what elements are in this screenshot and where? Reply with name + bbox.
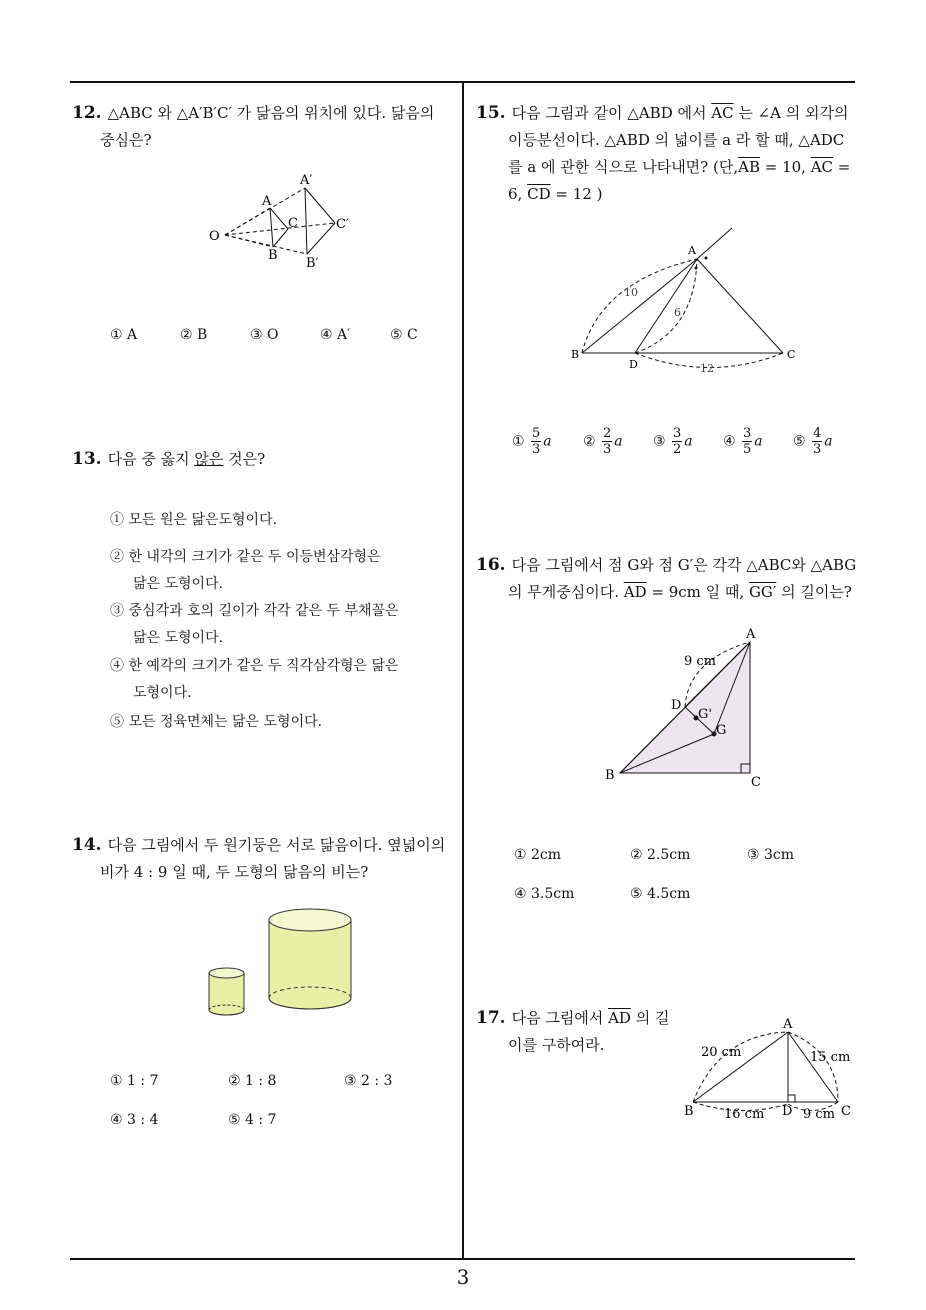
- segment-CD: $\overline{CD}$: [527, 185, 551, 203]
- choice-4[interactable]: ④ 3 : 4: [110, 1112, 159, 1128]
- segment-GG-prime: GG′: [748, 583, 777, 601]
- question-text-line2: 이등분선이다. △ABD 의 넓이를 a 라 할 때, △ADC: [508, 131, 845, 149]
- label-16cm: 16 cm: [724, 1107, 765, 1122]
- option-5[interactable]: ⑤ 모든 정육면체는 닮은 도형이다.: [110, 714, 323, 730]
- label-C-prime: C′: [336, 217, 349, 232]
- choice-5[interactable]: ⑤ C: [390, 327, 418, 343]
- choice-2[interactable]: ② 2.5cm: [630, 847, 691, 863]
- label-C: C: [288, 216, 298, 231]
- choice-1[interactable]: ① A: [110, 327, 138, 343]
- segment-AC-2: $\overline{AC}$: [810, 158, 834, 176]
- choice-1[interactable]: ① $\frac{5}{3}$ a: [512, 426, 552, 457]
- question-text-mid: = 9cm 일 때,: [646, 583, 749, 601]
- question-text: 다음 그림에서 점 G와 점 G′은 각각 △ABC와 △ABG: [511, 556, 857, 574]
- label-6: 6: [674, 306, 681, 319]
- question-14: [72, 832, 457, 886]
- label-20cm: 20 cm: [701, 1045, 742, 1060]
- choice-4[interactable]: ④ 3.5cm: [514, 886, 575, 902]
- segment-AD: $\overline{AD}$: [623, 583, 647, 601]
- q14-figure: [200, 900, 360, 1025]
- question-text-cont: 비가 4 : 9 일 때, 두 도형의 닮음의 비는?: [100, 863, 369, 881]
- choice-5[interactable]: ⑤ 4.5cm: [630, 886, 691, 902]
- q16-figure: [600, 622, 770, 792]
- label-D: D: [782, 1104, 793, 1119]
- question-text: 다음 그림과 같이 △ABD 에서: [511, 104, 712, 122]
- label-C: C: [841, 1104, 851, 1119]
- question-number: 17.: [476, 1008, 506, 1028]
- choice-3[interactable]: ③ $\frac{3}{2}$ a: [653, 426, 693, 457]
- label-D: D: [629, 358, 638, 371]
- question-text-b: 의 길: [630, 1009, 670, 1027]
- question-text-cont: 중심은?: [100, 131, 152, 149]
- label-B: B: [268, 248, 278, 263]
- ac-value: =: [833, 158, 851, 176]
- column-divider: [462, 82, 464, 1260]
- choice-4[interactable]: ④ $\frac{3}{5}$ a: [723, 426, 763, 457]
- question-text-line2: 이를 구하여라.: [508, 1036, 605, 1054]
- question-12: [72, 100, 457, 154]
- label-A-prime: A′: [300, 173, 313, 188]
- question-text-end: 것은?: [223, 450, 266, 468]
- label-A: A: [262, 194, 272, 209]
- q12-figure: [200, 168, 360, 273]
- q17-figure: [680, 1012, 860, 1127]
- label-B: B: [571, 348, 580, 361]
- question-text-end: 의 길이는?: [776, 583, 852, 601]
- question-text: 다음 중 옳지: [107, 450, 195, 468]
- label-D: D: [671, 698, 682, 713]
- question-text-line2: 의 무게중심이다.: [508, 583, 624, 601]
- choice-1[interactable]: ① 2cm: [514, 847, 562, 863]
- question-13: [72, 446, 457, 473]
- q15-figure: [560, 222, 796, 377]
- label-G-prime: G': [698, 707, 712, 722]
- label-A: A: [688, 244, 696, 257]
- question-text: △ABC 와 △A′B′C′ 가 닮음의 위치에 있다. 닮음의: [107, 104, 435, 122]
- choice-3[interactable]: ③ 3cm: [747, 847, 795, 863]
- question-text-line3: 를 a 에 관한 식으로 나타내면? (단,: [508, 158, 739, 176]
- option-3-cont: 닮은 도형이다.: [133, 630, 224, 646]
- choice-5[interactable]: ⑤ $\frac{4}{3}$ a: [793, 426, 833, 457]
- question-16: [476, 552, 861, 606]
- choice-2[interactable]: ② B: [180, 327, 208, 343]
- ab-value: = 10,: [759, 158, 811, 176]
- option-4[interactable]: ④ 한 예각의 크기가 같은 두 직각삼각형은 닮은: [110, 658, 399, 674]
- question-number: 16.: [476, 555, 506, 575]
- label-O: O: [209, 229, 220, 244]
- label-A: A: [783, 1017, 793, 1032]
- question-text: 다음 그림에서 두 원기둥은 서로 닮음이다. 옆넓이의: [107, 836, 446, 854]
- label-C: C: [787, 348, 796, 361]
- label-12: 12: [700, 362, 714, 375]
- label-B: B: [684, 1104, 694, 1119]
- question-text: 다음 그림에서: [511, 1009, 609, 1027]
- page-number: 3: [456, 1265, 470, 1289]
- label-15cm: 15 cm: [810, 1050, 851, 1065]
- choice-2[interactable]: ② 1 : 8: [228, 1073, 277, 1089]
- question-number: 15.: [476, 103, 506, 123]
- choice-2[interactable]: ② $\frac{2}{3}$ a: [583, 426, 623, 457]
- question-number: 12.: [72, 103, 102, 123]
- label-B: B: [605, 768, 615, 783]
- label-B-prime: B′: [306, 256, 319, 271]
- choice-4[interactable]: ④ A′: [320, 327, 351, 343]
- question-text-b: 는 ∠A 의 외각의: [733, 104, 849, 122]
- choice-3[interactable]: ③ 2 : 3: [344, 1073, 393, 1089]
- question-number: 13.: [72, 449, 102, 469]
- segment-AC: $\overline{AC}$: [711, 104, 734, 122]
- option-4-cont: 도형이다.: [133, 685, 192, 701]
- option-2-cont: 닮은 도형이다.: [133, 576, 224, 592]
- label-9cm: 9 cm: [684, 654, 717, 669]
- question-15: [476, 100, 861, 208]
- underlined-word: 않은: [194, 450, 224, 468]
- label-9cm: 9 cm: [803, 1107, 836, 1122]
- question-17: [476, 1005, 676, 1059]
- label-10: 10: [624, 286, 638, 299]
- question-number: 14.: [72, 835, 102, 855]
- option-1[interactable]: ① 모든 원은 닮은도형이다.: [110, 512, 278, 528]
- segment-AB: $\overline{AB}$: [738, 158, 760, 176]
- option-2[interactable]: ② 한 내각의 크기가 같은 두 이등변삼각형은: [110, 549, 381, 565]
- label-C: C: [751, 775, 761, 790]
- question-text-line4: 6,: [508, 185, 528, 203]
- bottom-rule: [70, 1258, 855, 1260]
- option-3[interactable]: ③ 중심각과 호의 길이가 각각 같은 두 부채꼴은: [110, 603, 399, 619]
- segment-AD: $\overline{AD}$: [608, 1009, 631, 1027]
- cd-value: = 12 ): [550, 185, 603, 203]
- choice-3[interactable]: ③ O: [250, 327, 279, 343]
- choice-5[interactable]: ⑤ 4 : 7: [228, 1112, 277, 1128]
- choice-1[interactable]: ① 1 : 7: [110, 1073, 159, 1089]
- label-A: A: [746, 627, 756, 642]
- label-G: G: [716, 723, 727, 738]
